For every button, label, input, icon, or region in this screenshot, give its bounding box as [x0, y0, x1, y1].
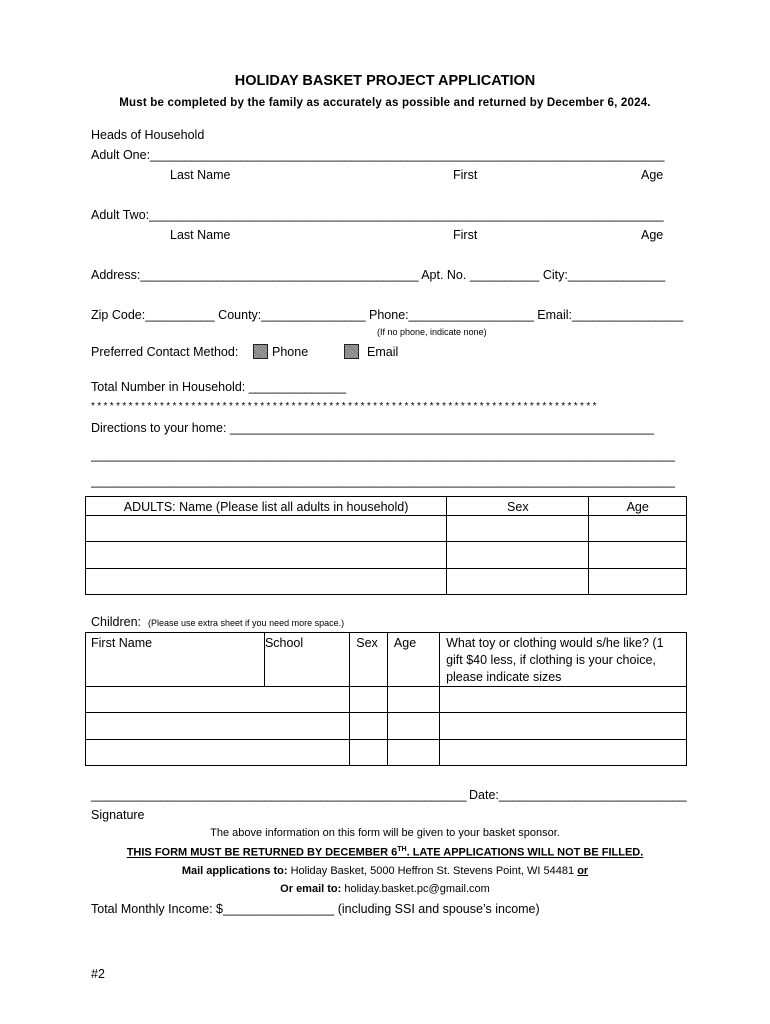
directions-field[interactable]: Directions to your home: _____________________________________________________________ [91, 421, 655, 435]
adult-two-age-label: Age [641, 228, 664, 242]
child-name-school-cell[interactable] [86, 713, 350, 740]
email-label: Or email to: [280, 883, 342, 895]
adult-one-age-label: Age [641, 168, 664, 182]
adult-age-cell[interactable] [589, 542, 687, 569]
adult-sex-cell[interactable] [447, 516, 589, 542]
no-phone-note: (If no phone, indicate none) [377, 327, 487, 337]
email-instructions [0, 883, 770, 895]
directions-line-2[interactable]: ____________________________________________________________________________________ [91, 448, 675, 462]
child-sex-cell[interactable] [350, 687, 388, 713]
directions-line-3[interactable]: ____________________________________________________________________________________ [91, 474, 675, 488]
toy-header-line-1: What toy or clothing would s/he like? (1 [446, 636, 664, 650]
page-number: #2 [91, 967, 105, 981]
email-option-label: Email [367, 345, 399, 359]
children-sex-header: Sex [350, 633, 388, 687]
adult-two-field[interactable]: Adult Two:__________________________________________________________________________ [91, 208, 664, 222]
adults-table [85, 496, 687, 595]
deadline-superscript: TH [397, 846, 407, 853]
child-name-school-cell[interactable] [86, 740, 350, 766]
monthly-income-field[interactable]: Total Monthly Income: $________________ (including SSI and spouse’s income) [91, 902, 540, 916]
sponsor-note: The above information on this form will be given to your basket sponsor. [210, 827, 560, 839]
child-age-cell[interactable] [387, 740, 439, 766]
mail-or: or [577, 865, 589, 877]
form-subtitle: Must be completed by the family as accurately as possible and returned by December 6, 2024. [119, 97, 651, 109]
zip-county-phone-email-fields[interactable]: Zip Code:__________ County:_______________ Phone:__________________ Email:________________ [91, 308, 684, 322]
email-checkbox[interactable] [344, 344, 359, 359]
table-row [86, 687, 687, 713]
child-name-school-cell[interactable] [86, 687, 350, 713]
deadline-part-1: THIS FORM MUST BE RETURNED BY DECEMBER 6 [126, 846, 398, 859]
child-sex-cell[interactable] [350, 740, 388, 766]
table-row [86, 740, 687, 766]
date-field[interactable]: Date:___________________________ [469, 788, 687, 802]
children-toy-header [440, 633, 687, 687]
deadline-part-2: . LATE APPLICATIONS WILL NOT BE FILLED. [406, 846, 644, 859]
children-label: Children: [91, 615, 142, 629]
child-sex-cell[interactable] [350, 713, 388, 740]
signature-line[interactable]: ______________________________________________________ [91, 788, 467, 802]
adult-name-cell[interactable] [86, 542, 447, 569]
child-toy-cell[interactable] [440, 687, 687, 713]
adult-age-cell[interactable] [589, 569, 687, 595]
child-toy-cell[interactable] [440, 713, 687, 740]
phone-option-label: Phone [272, 345, 309, 359]
phone-checkbox[interactable] [253, 344, 268, 359]
adult-sex-cell[interactable] [447, 542, 589, 569]
email-address[interactable]: holiday.basket.pc@gmail.com [341, 883, 490, 895]
children-school-header: School [264, 633, 349, 687]
adult-two-first-label: First [453, 228, 478, 242]
child-age-cell[interactable] [387, 713, 439, 740]
adult-two-last-name-label: Last Name [170, 228, 231, 242]
adult-one-first-label: First [453, 168, 478, 182]
heads-heading: Heads of Household [91, 128, 205, 142]
adults-age-header: Age [589, 497, 687, 516]
separator-stars: * * * * * * * * * * * * * * * * * * * * * * * * * * * * * * * * * * * * * * * * * * * * * * * * * * * * * * * * * * * * * * * * * * * * * * * * * * * * * * * * * [91, 401, 597, 412]
adult-one-last-name-label: Last Name [170, 168, 231, 182]
table-row [86, 569, 687, 595]
household-total-field[interactable]: Total Number in Household: ______________ [91, 380, 347, 394]
adult-one-field[interactable]: Adult One:__________________________________________________________________________ [91, 148, 665, 162]
signature-label: Signature [91, 808, 145, 822]
address-field[interactable]: Address:________________________________________ Apt. No. __________ City:______________ [91, 268, 666, 282]
adults-name-header: ADULTS: Name (Please list all adults in household) [86, 497, 447, 516]
table-row [86, 516, 687, 542]
adult-sex-cell[interactable] [447, 569, 589, 595]
contact-method-label: Preferred Contact Method: [91, 345, 239, 359]
adult-name-cell[interactable] [86, 516, 447, 542]
table-row [86, 542, 687, 569]
mail-label: Mail applications to: [181, 865, 288, 877]
toy-header-line-2: gift $40 less, if clothing is your choice, [446, 653, 656, 667]
adult-name-cell[interactable] [86, 569, 447, 595]
adult-age-cell[interactable] [589, 516, 687, 542]
deadline-notice [0, 846, 770, 859]
children-age-header: Age [387, 633, 439, 687]
table-row [86, 713, 687, 740]
children-table [85, 632, 687, 766]
child-age-cell[interactable] [387, 687, 439, 713]
toy-header-line-3: please indicate sizes [446, 670, 562, 684]
children-note: (Please use extra sheet if you need more space.) [148, 618, 345, 628]
children-first-name-header: First Name [86, 633, 265, 687]
child-toy-cell[interactable] [440, 740, 687, 766]
mail-address: Holiday Basket, 5000 Heffron St. Stevens Point, WI 54481 [287, 865, 578, 877]
mail-instructions [0, 865, 770, 877]
form-title: HOLIDAY BASKET PROJECT APPLICATION [234, 73, 536, 89]
adults-sex-header: Sex [447, 497, 589, 516]
